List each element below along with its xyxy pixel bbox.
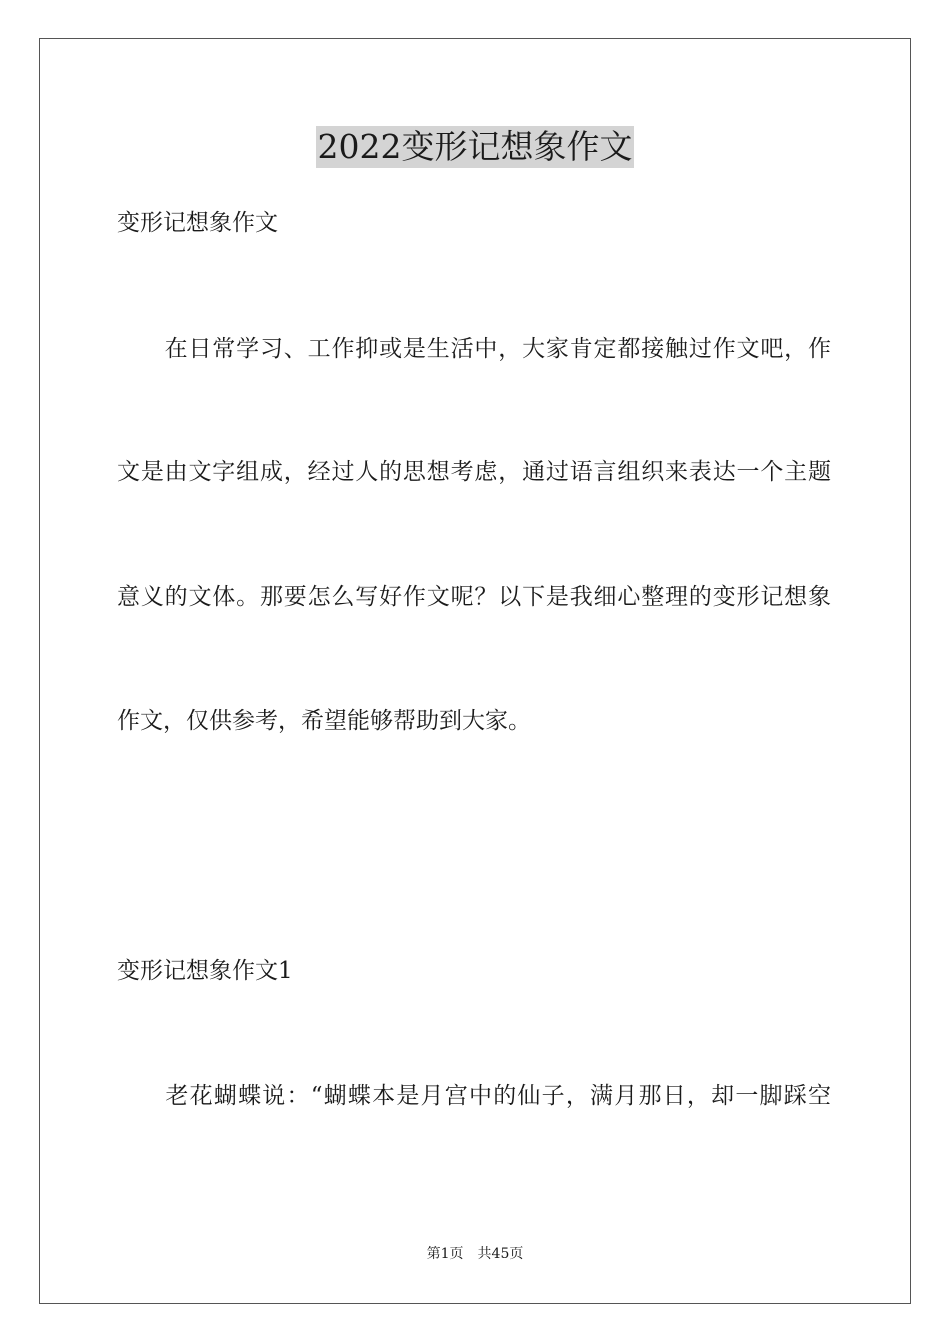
title-container [0,126,950,168]
page-footer [0,1245,950,1263]
section-line-1: 老花蝴蝶说：“蝴蝶本是月宫中的仙子，满月那日，却一脚踩空 [117,1083,831,1109]
document-subtitle: 变形记想象作文 [117,210,278,236]
page-number: 第1页 [426,1246,464,1262]
page-total: 共45页 [477,1246,524,1262]
paragraph-line-1: 在日常学习、工作抑或是生活中，大家肯定都接触过作文吧，作 [117,336,831,362]
paragraph-line-4: 作文，仅供参考，希望能够帮助到大家。 [117,708,531,734]
paragraph-line-2: 文是由文字组成，经过人的思想考虑，通过语言组织来表达一个主题 [117,459,831,485]
section-heading: 变形记想象作文1 [117,958,293,984]
paragraph-line-3: 意义的文体。那要怎么写好作文呢？以下是我细心整理的变形记想象 [117,584,831,610]
document-title: 2022变形记想象作文 [317,127,633,166]
